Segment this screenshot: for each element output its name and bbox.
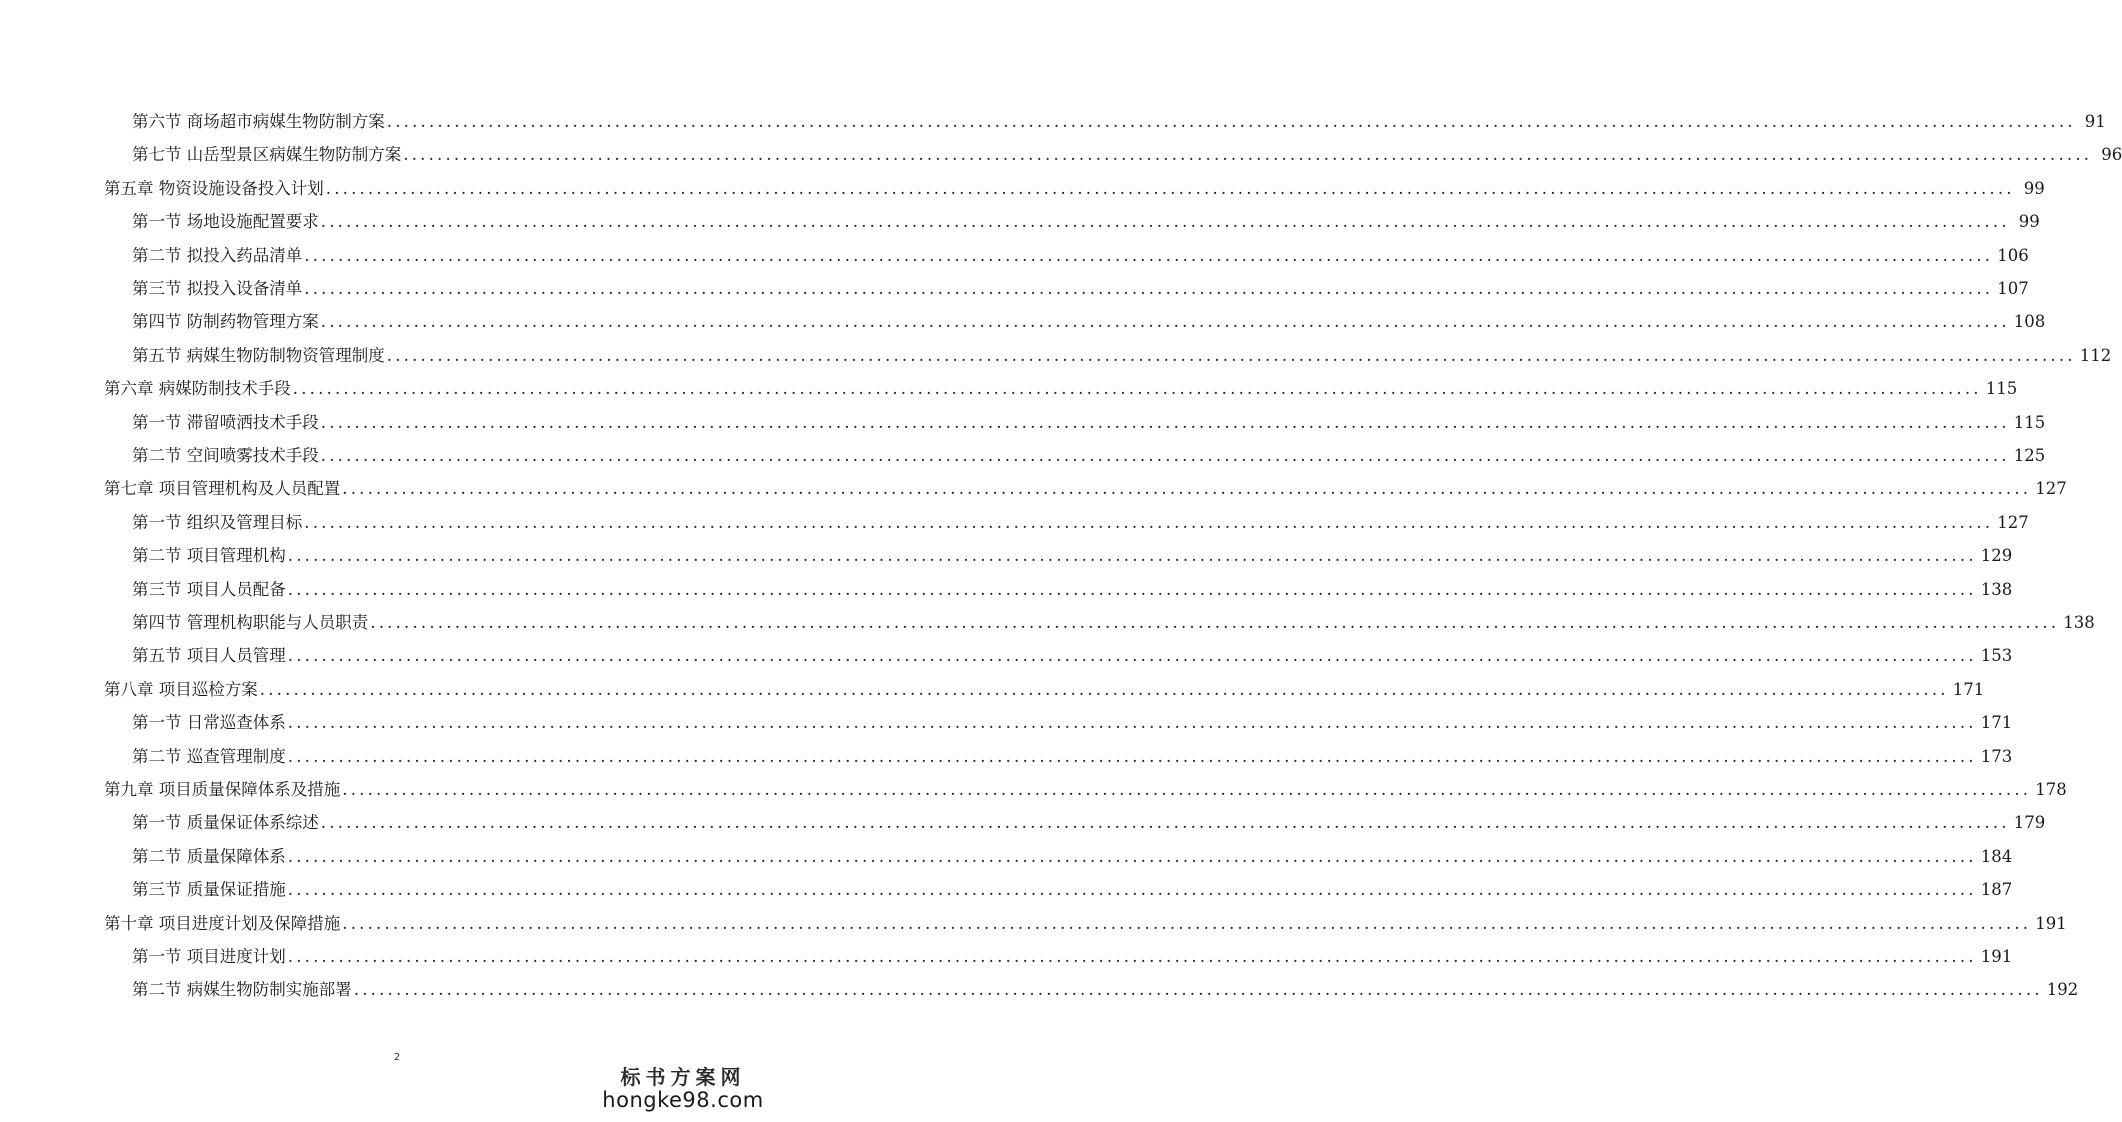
toc-dot-leader: ........................................................................................................................................................................................................ — [386, 345, 2076, 365]
toc-row-18[interactable] — [104, 673, 1985, 707]
toc-dot-leader: ........................................................................................................................................................................................................ — [304, 279, 1994, 298]
toc-page-number: 191 — [1980, 947, 2013, 966]
toc-dot-leader: ........................................................................................................................................................................................................ — [304, 245, 1994, 265]
toc-page-number: 171 — [1952, 679, 1985, 699]
toc-page-number: 112 — [2079, 345, 2112, 365]
toc-label: 第二节 巡查管理制度 — [132, 746, 286, 766]
toc-label: 第一节 质量保证体系综述 — [132, 813, 319, 833]
page-number: 2 — [393, 1052, 401, 1063]
toc-page-number: 192 — [2046, 980, 2079, 1000]
toc-label: 第一节 项目进度计划 — [132, 947, 286, 966]
toc-label: 第二节 拟投入药品清单 — [132, 245, 303, 265]
toc-row-1[interactable] — [132, 105, 2106, 139]
toc-page-number: 129 — [1980, 546, 2013, 566]
toc-page-number: 99 — [2023, 178, 2045, 198]
toc-dot-leader: ........................................................................................................................................................................................................ — [342, 479, 2032, 499]
toc-dot-leader: ........................................................................................................................................................................................................ — [320, 312, 2010, 332]
toc-dot-leader: ........................................................................................................................................................................................................ — [287, 713, 1977, 733]
toc-page-number: 125 — [2013, 446, 2046, 465]
toc-page-number: 91 — [2084, 112, 2106, 131]
toc-dot-leader: ........................................................................................................................................................................................................ — [320, 412, 2010, 432]
toc-row-26[interactable] — [132, 940, 2013, 974]
toc-label: 第一节 场地设施配置要求 — [132, 212, 319, 232]
toc-page-number: 108 — [2013, 312, 2046, 332]
toc-row-9[interactable] — [104, 372, 2018, 406]
toc-page-number: 115 — [1985, 379, 2018, 399]
toc-row-25[interactable] — [104, 907, 2067, 941]
toc-page-number: 96 — [2101, 145, 2122, 165]
toc-label: 第五节 项目人员管理 — [132, 646, 286, 666]
toc-label: 第五章 物资设施设备投入计划 — [104, 178, 324, 198]
toc-dot-leader: ........................................................................................................................................................................................................ — [342, 913, 2032, 933]
toc-label: 第六章 病媒防制技术手段 — [104, 379, 291, 399]
toc-label: 第一节 组织及管理目标 — [132, 512, 303, 532]
toc-page-number: 138 — [1980, 579, 2013, 599]
toc-row-12[interactable] — [104, 472, 2067, 506]
toc-row-2[interactable] — [132, 138, 2122, 172]
toc-label: 第三节 质量保证措施 — [132, 880, 286, 900]
toc-row-24[interactable] — [132, 873, 2013, 907]
toc-label: 第二节 质量保障体系 — [132, 846, 286, 866]
toc-row-4[interactable] — [132, 205, 2040, 239]
toc-row-17[interactable] — [132, 639, 2013, 673]
toc-page-number: 171 — [1980, 713, 2013, 733]
toc-page-number: 153 — [1980, 646, 2013, 666]
toc-page-number: 99 — [2018, 212, 2040, 232]
toc-row-14[interactable] — [132, 539, 2013, 573]
toc-row-27[interactable] — [132, 973, 2079, 1007]
toc-label: 第四节 防制药物管理方案 — [132, 312, 319, 332]
toc-label: 第五节 病媒生物防制物资管理制度 — [132, 345, 385, 365]
toc-page-number: 173 — [1980, 746, 2013, 766]
toc-page-number: 191 — [2035, 913, 2067, 933]
watermark-title: 标书方案网 — [620, 1065, 746, 1089]
toc-row-13[interactable] — [132, 506, 2029, 540]
toc-page-number: 127 — [2035, 479, 2067, 499]
toc-dot-leader: ........................................................................................................................................................................................................ — [325, 178, 2015, 198]
toc-row-16[interactable] — [132, 606, 2095, 640]
toc-dot-leader: ........................................................................................................................................................................................................ — [342, 780, 2032, 799]
toc-row-3[interactable] — [104, 172, 2045, 206]
toc-row-10[interactable] — [132, 406, 2046, 440]
toc-dot-leader: ........................................................................................................................................................................................................ — [287, 947, 1977, 966]
toc-dot-leader: ........................................................................................................................................................................................................ — [403, 145, 2093, 165]
toc-label: 第六节 商场超市病媒生物防制方案 — [132, 112, 385, 131]
toc-page-number: 184 — [1980, 846, 2013, 866]
toc-dot-leader: ........................................................................................................................................................................................................ — [259, 679, 1949, 699]
toc-page-number: 106 — [1997, 245, 2029, 265]
toc-row-5[interactable] — [132, 239, 2029, 273]
watermark-logo — [588, 1061, 778, 1112]
toc-dot-leader: ........................................................................................................................................................................................................ — [370, 613, 2060, 632]
toc-label: 第四节 管理机构职能与人员职责 — [132, 613, 369, 632]
toc-label: 第三节 拟投入设备清单 — [132, 279, 303, 298]
toc-row-11[interactable] — [132, 439, 2046, 473]
toc-page-number: 138 — [2063, 613, 2095, 632]
toc-row-15[interactable] — [132, 573, 2013, 607]
toc-page-number: 178 — [2035, 780, 2067, 799]
toc-page-number: 107 — [1997, 279, 2029, 298]
watermark-url: hongke98.com — [602, 1088, 764, 1112]
toc-row-7[interactable] — [132, 305, 2046, 339]
toc-row-23[interactable] — [132, 840, 2013, 874]
toc-dot-leader: ........................................................................................................................................................................................................ — [287, 846, 1977, 866]
toc-row-21[interactable] — [104, 773, 2067, 807]
toc-page-number: 115 — [2013, 412, 2046, 432]
toc-row-19[interactable] — [132, 706, 2013, 740]
toc-dot-leader: ........................................................................................................................................................................................................ — [320, 446, 2010, 465]
toc-dot-leader: ........................................................................................................................................................................................................ — [287, 579, 1977, 599]
toc-dot-leader: ........................................................................................................................................................................................................ — [320, 813, 2010, 833]
toc-dot-leader: ........................................................................................................................................................................................................ — [304, 512, 1994, 532]
toc-row-22[interactable] — [132, 806, 2046, 840]
toc-label: 第三节 项目人员配备 — [132, 579, 286, 599]
toc-label: 第一节 滞留喷洒技术手段 — [132, 412, 319, 432]
toc-dot-leader: ........................................................................................................................................................................................................ — [386, 112, 2076, 131]
toc-dot-leader: ........................................................................................................................................................................................................ — [287, 646, 1977, 666]
toc-label: 第九章 项目质量保障体系及措施 — [104, 780, 341, 799]
toc-label: 第七章 项目管理机构及人员配置 — [104, 479, 341, 499]
toc-label: 第二节 项目管理机构 — [132, 546, 286, 566]
toc-label: 第十章 项目进度计划及保障措施 — [104, 913, 341, 933]
toc-row-6[interactable] — [132, 272, 2029, 306]
toc-dot-leader: ........................................................................................................................................................................................................ — [320, 212, 2010, 232]
toc-label: 第二节 空间喷雾技术手段 — [132, 446, 319, 465]
toc-dot-leader: ........................................................................................................................................................................................................ — [292, 379, 1982, 399]
toc-dot-leader: ........................................................................................................................................................................................................ — [287, 880, 1977, 900]
toc-label: 第七节 山岳型景区病媒生物防制方案 — [132, 145, 402, 165]
toc-label: 第一节 日常巡查体系 — [132, 713, 286, 733]
toc-page-number: 127 — [1997, 512, 2029, 532]
toc-dot-leader: ........................................................................................................................................................................................................ — [287, 746, 1977, 766]
toc-page-number: 187 — [1980, 880, 2013, 900]
toc-page-number: 179 — [2013, 813, 2046, 833]
toc-label: 第八章 项目巡检方案 — [104, 679, 258, 699]
toc-row-20[interactable] — [132, 740, 2013, 774]
toc-label: 第二节 病媒生物防制实施部署 — [132, 980, 352, 1000]
toc-dot-leader: ........................................................................................................................................................................................................ — [287, 546, 1977, 566]
toc-dot-leader: ........................................................................................................................................................................................................ — [353, 980, 2043, 1000]
toc-row-8[interactable] — [132, 339, 2112, 373]
